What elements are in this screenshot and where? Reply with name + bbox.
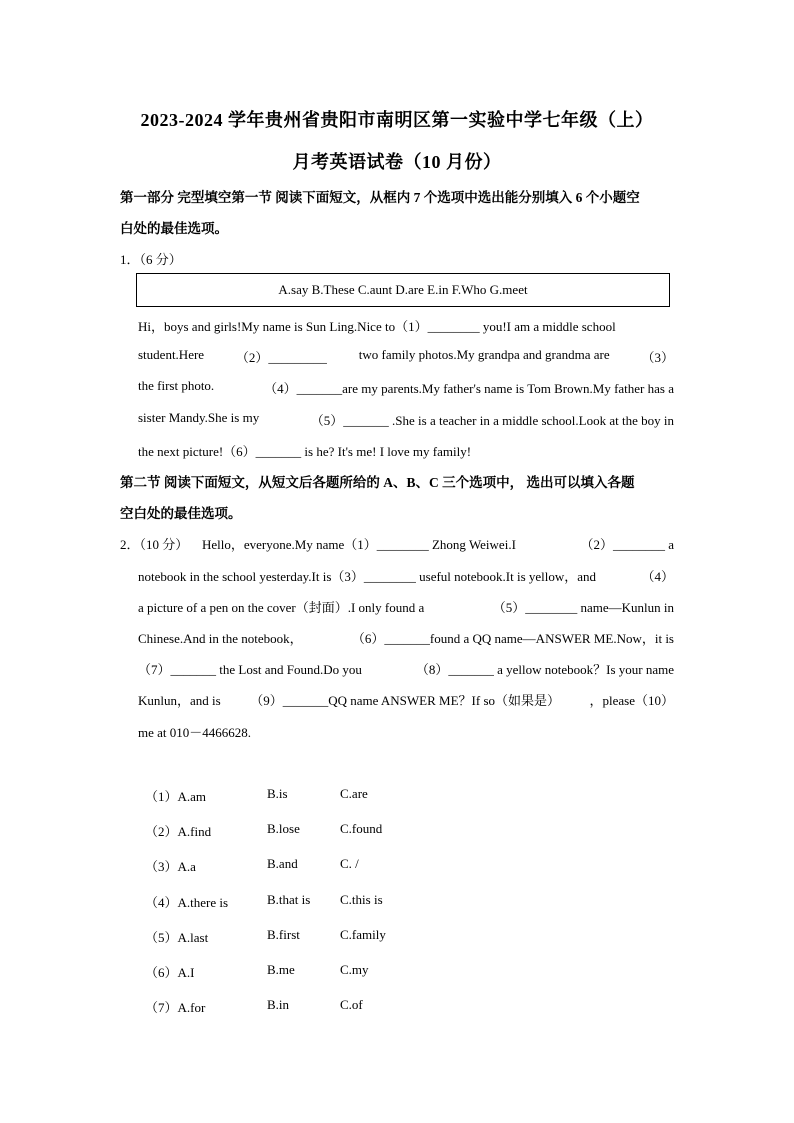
passage2-text: a picture of a pen on the cover（封面）.I only found a: [138, 600, 425, 615]
passage1-text: （5）_______ .She is a teacher in a middle school.Look at the boy in: [310, 413, 674, 428]
passage2-text: notebook in the school yesterday.It is（3）________ useful notebook.It is yellow，and: [138, 569, 597, 584]
choice-number: （7）A.for: [145, 1000, 206, 1015]
choice-number: （5）A.last: [145, 930, 209, 945]
part2-instruction-line2: 空白处的最佳选项。: [120, 506, 242, 521]
passage1-last-line: the next picture!（6）_______ is he? It's me! I love my family!: [138, 444, 472, 459]
word-options-text: A.say B.These C.aunt D.are E.in F.Who G.meet: [278, 282, 528, 297]
passage1-blank: （3）: [641, 350, 674, 365]
choice-c: C.this is: [340, 892, 383, 907]
choice-number: （4）A.there is: [145, 895, 229, 910]
choice-number: （1）A.am: [145, 789, 207, 804]
part1-instruction-line1: 第一部分 完型填空第一节 阅读下面短文，从框内 7 个选项中选出能分别填入 6 个小题空: [120, 190, 640, 205]
passage1-line: [138, 410, 674, 429]
passage2-text: Kunlun，and is: [138, 693, 221, 708]
choice-c: C.of: [340, 997, 363, 1012]
choice-c: C.found: [340, 821, 383, 836]
passage2-text: （7）_______ the Lost and Found.Do you: [138, 662, 362, 677]
passage2-text: （5）________ name—Kunlun in: [492, 600, 674, 615]
passage2-text: Hello，everyone.My name（1）________ Zhong Weiwei.I: [202, 537, 516, 552]
choice-c: C.family: [340, 927, 386, 942]
choice-number: （6）A.I: [145, 965, 195, 980]
passage2-line: [202, 534, 674, 553]
passage2-line: [138, 628, 674, 647]
choice-b: B.me: [267, 962, 295, 977]
passage2-line: [138, 597, 674, 616]
passage2-text: ，please（10）: [589, 693, 674, 708]
passage2-text: （9）_______QQ name ANSWER ME？If so（如果是）: [250, 693, 561, 708]
passage1-blank: （2）_________: [235, 350, 327, 365]
word-options-box: [136, 273, 670, 307]
passage1-text: Hi，boys and girls!My name is Sun Ling.Nice to（1）________ you!I am a middle school: [138, 319, 616, 334]
passage2-text: Chinese.And in the notebook，: [138, 631, 303, 646]
passage2-text: （8）_______ a yellow notebook？Is your name: [415, 662, 674, 677]
choice-c: C.are: [340, 786, 368, 801]
exam-title-line1: 2023-2024 学年贵州省贵阳市南明区第一实验中学七年级（上）: [140, 110, 654, 130]
choice-c: C.my: [340, 962, 369, 977]
choice-b: B.first: [267, 927, 300, 942]
passage1-line: [138, 347, 674, 366]
choice-b: B.is: [267, 786, 288, 801]
choice-b: B.and: [267, 856, 298, 871]
choice-number: （3）A.a: [145, 859, 196, 874]
passage1-line: [138, 378, 674, 397]
question-2-number: 2．（10 分）: [120, 537, 189, 552]
passage1-text: the first photo.: [138, 378, 215, 393]
passage2-text: （6）_______found a QQ name—ANSWER ME.Now，it is: [351, 631, 674, 646]
passage1-text: two family photos.My grandpa and grandma are: [358, 347, 610, 362]
passage2-text: （2）________ a: [580, 537, 674, 552]
passage2-line: [138, 566, 674, 585]
passage2-text: （4）: [641, 569, 674, 584]
part2-instruction-line1: 第二节 阅读下面短文，从短文后各题所给的 A、B、C 三个选项中， 选出可以填入各题: [120, 475, 635, 490]
choice-number: （2）A.find: [145, 824, 212, 839]
passage2-line: [138, 659, 674, 678]
exam-title-line2: 月考英语试卷（10 月份）: [292, 152, 502, 172]
part1-instruction-line2: 白处的最佳选项。: [120, 221, 228, 236]
passage1-text: sister Mandy.She is my: [138, 410, 260, 425]
passage2-line: [138, 690, 674, 709]
choice-b: B.that is: [267, 892, 311, 907]
choice-b: B.lose: [267, 821, 300, 836]
question-1-number: 1．（6 分）: [120, 252, 182, 267]
passage1-text: （4）_______are my parents.My father's name is Tom Brown.My father has a: [264, 381, 674, 396]
passage1-text: student.Here: [138, 347, 205, 362]
choice-c: C. /: [340, 856, 359, 871]
passage2-last-line: me at 010－4466628.: [138, 725, 252, 740]
passage1-line: [138, 316, 674, 335]
choice-b: B.in: [267, 997, 290, 1012]
